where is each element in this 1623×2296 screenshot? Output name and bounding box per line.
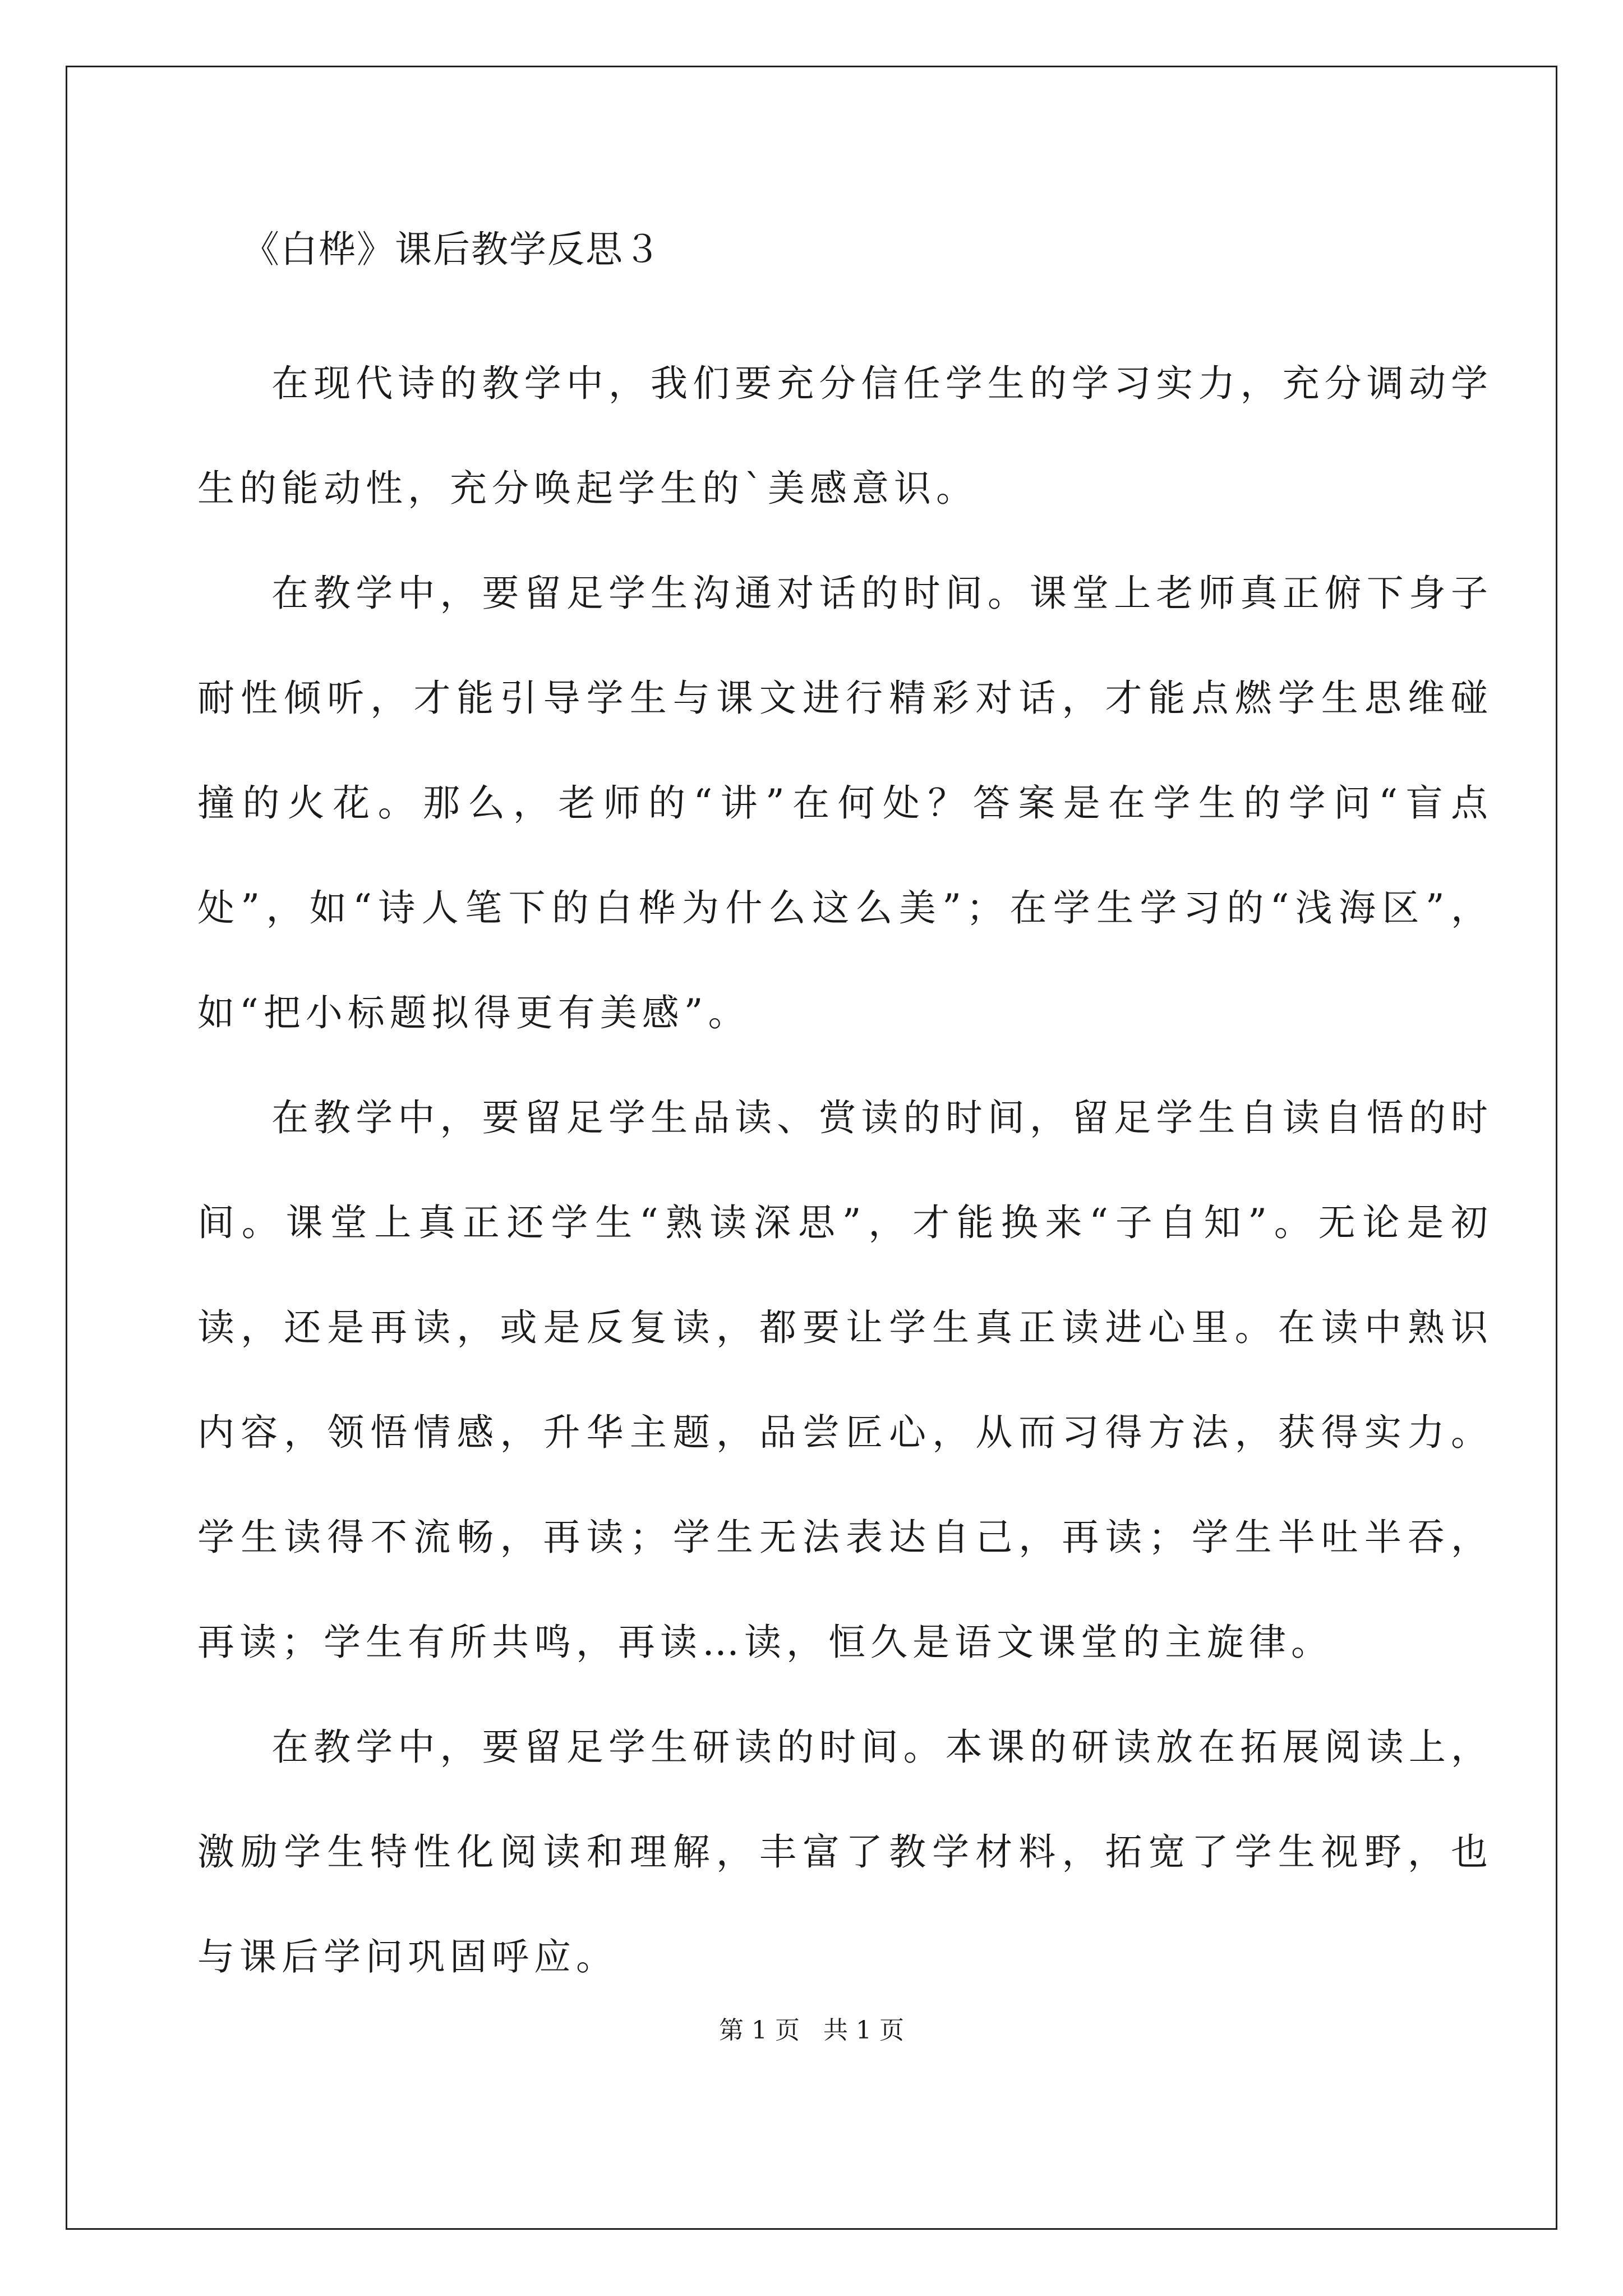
page-number-footer: 第 1 页 共 1 页 [719, 2016, 904, 2045]
document-title: 《白桦》课后教学反思３ [242, 228, 662, 271]
paragraph-3: 在教学中，要留足学生品读、赏读的时间，留足学生自读自悟的时间。课堂上真正还学生“熟读深思”，才能换来“子自知”。无论是初读，还是再读，或是反复读，都要让学生真正读进心里。在读中熟识内容，领悟情感，升华主题，品尝匠心，从而习得方法，获得实力。学生读得不流畅，再读；学生无法表达自己，再读；学生半吐半吞，再读；学生有所共鸣，再读…读，恒久是语文课堂的主旋律。 [197, 1096, 1493, 1664]
paragraph-2: 在教学中，要留足学生沟通对话的时间。课堂上老师真正俯下身子耐性倾听，才能引导学生与课文进行精彩对话，才能点燃学生思维碰撞的火花。那么，老师的“讲”在何处？答案是在学生的学问“盲点处”，如“诗人笔下的白桦为什么这么美”；在学生学习的“浅海区”，如“把小标题拟得更有美感”。 [197, 572, 1493, 1034]
paragraph-4: 在教学中，要留足学生研读的时间。本课的研读放在拓展阅读上，激励学生特性化阅读和理解，丰富了教学材料，拓宽了学生视野，也与课后学问巩固呼应。 [197, 1726, 1493, 1978]
document-body [197, 331, 1493, 2009]
paragraph-1: 在现代诗的教学中，我们要充分信任学生的学习实力，充分调动学生的能动性，充分唤起学生的`美感意识。 [197, 362, 1493, 510]
